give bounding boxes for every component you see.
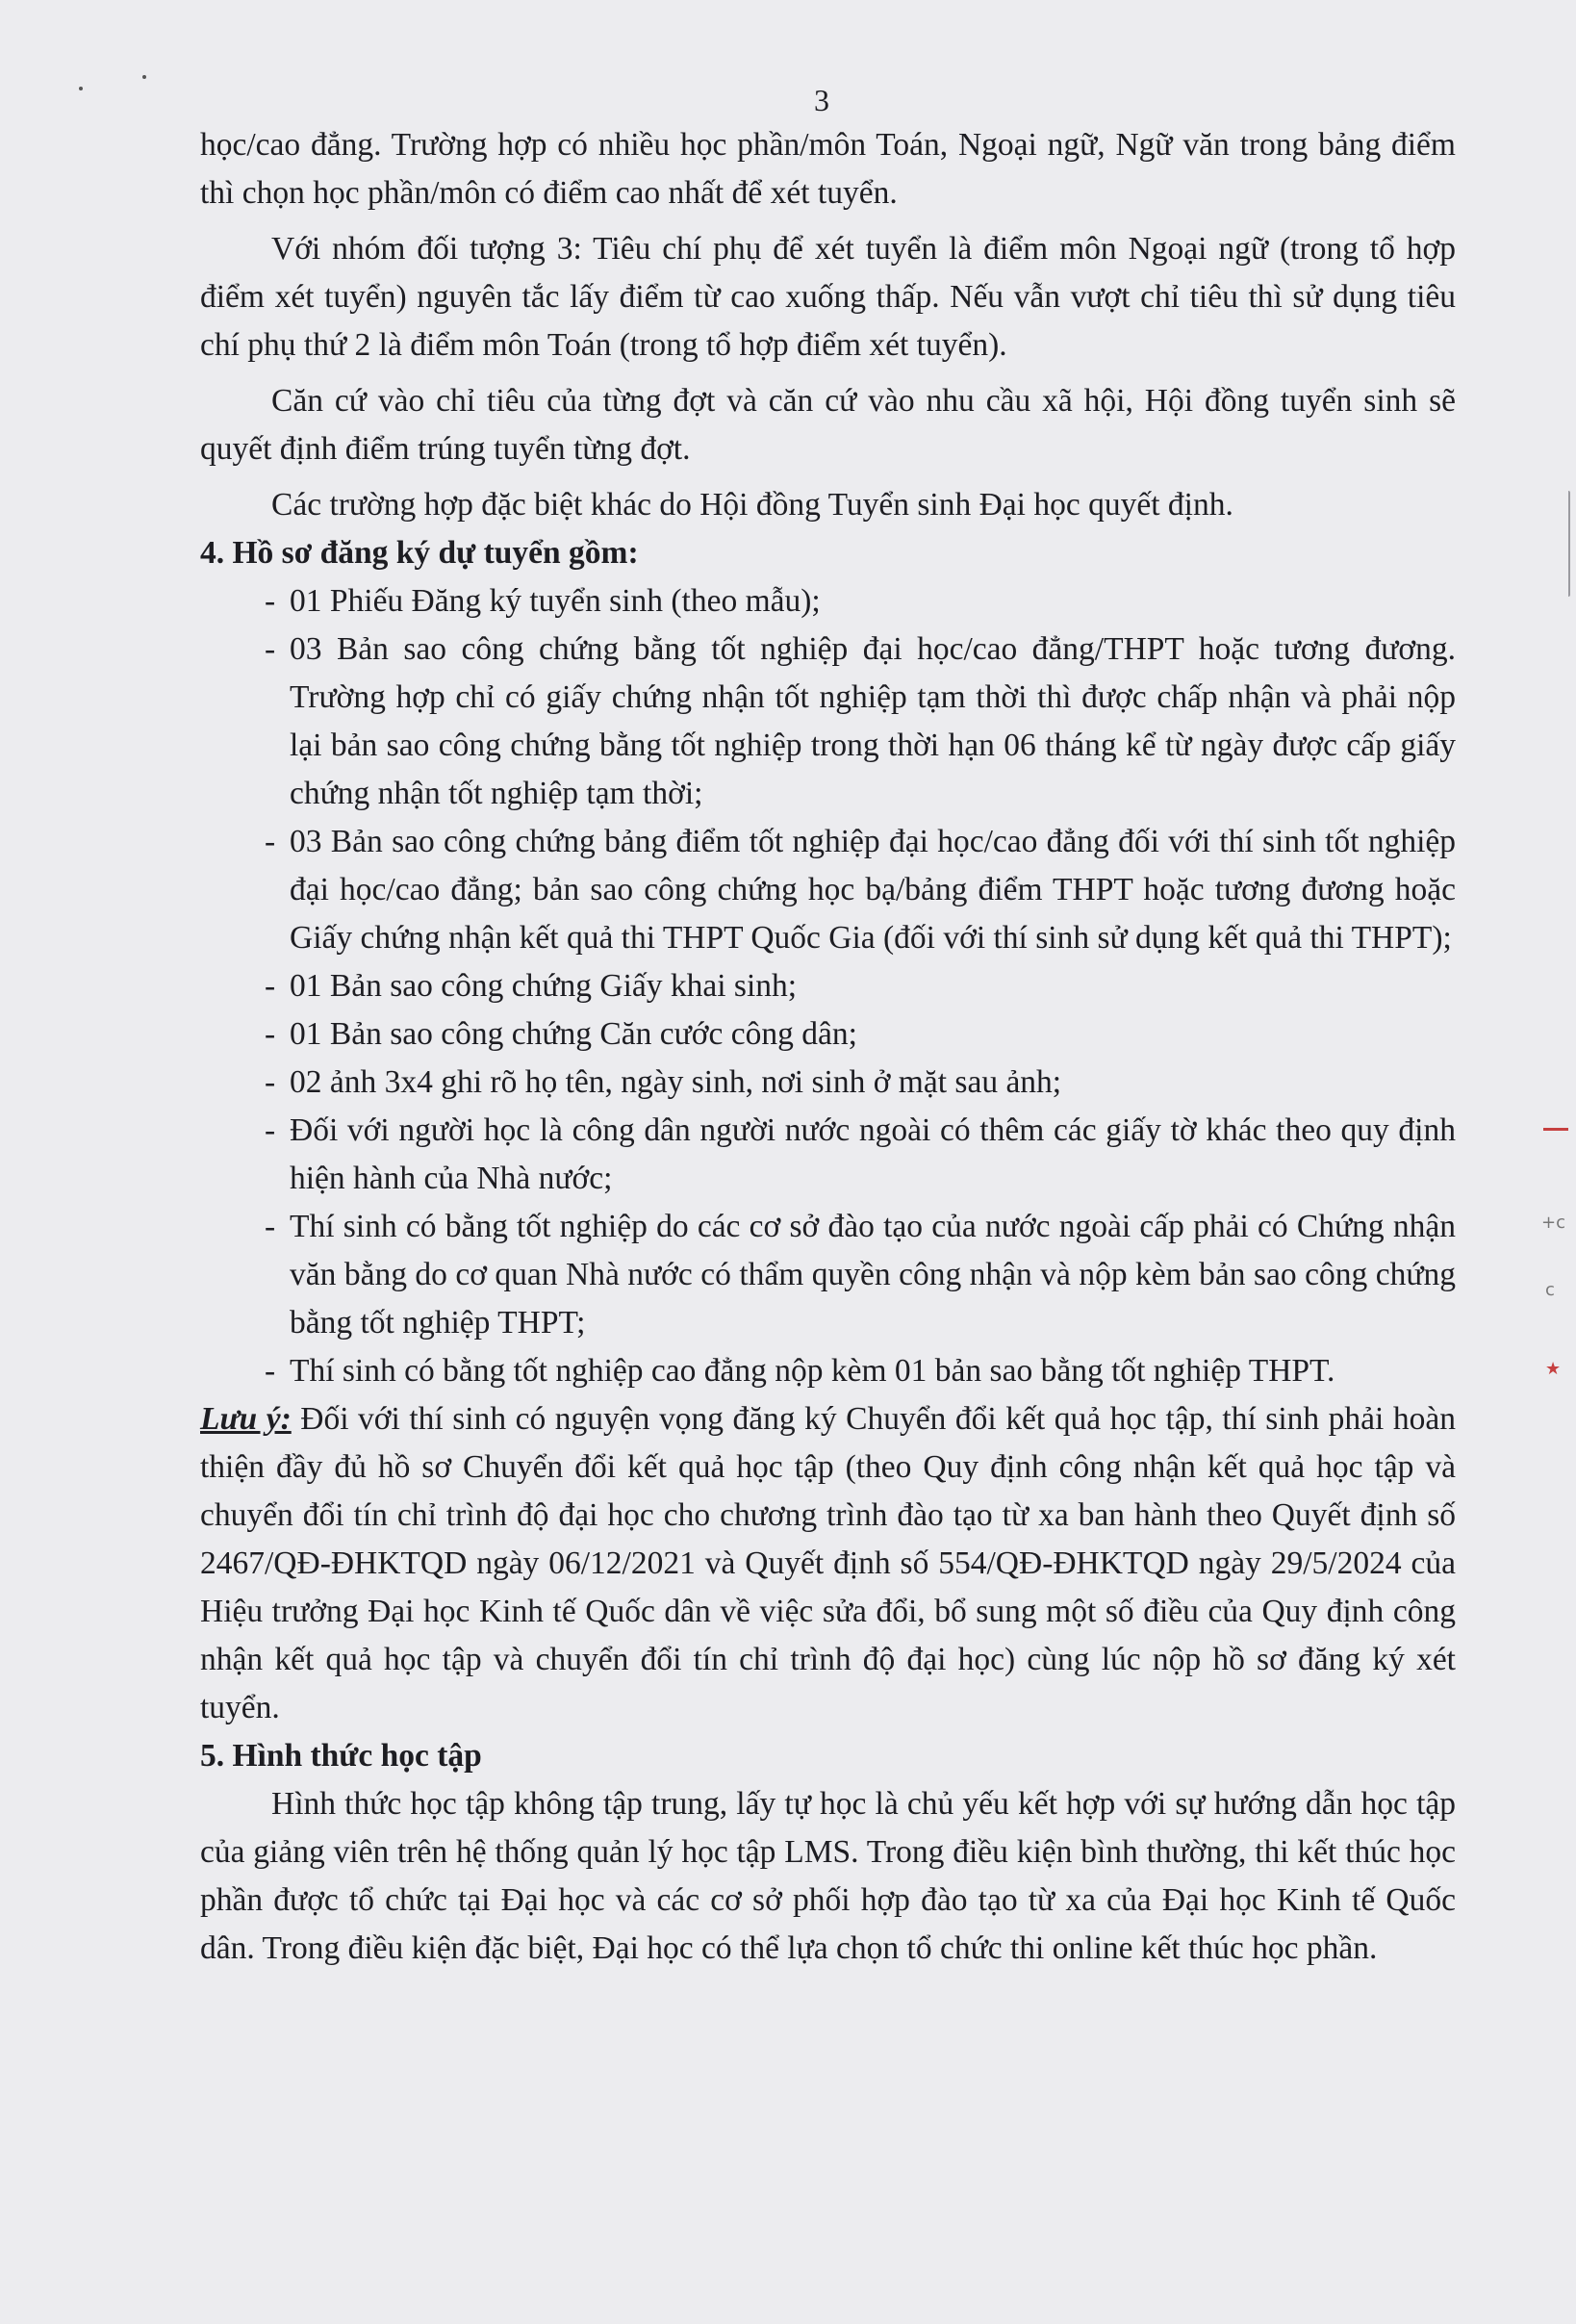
document-body [200, 121, 1456, 1973]
margin-stamp-fragments [1538, 1107, 1576, 1415]
section-heading: 4. Hồ sơ đăng ký dự tuyển gồm: [200, 535, 639, 571]
list-item: - Đối với người học là công dân người nước ngoài có thêm các giấy tờ khác theo quy định hiện hành của Nhà nước; [265, 1107, 1456, 1203]
list-item: - Thí sinh có bằng tốt nghiệp do các cơ sở đào tạo của nước ngoài cấp phải có Chứng nhận văn bằng do cơ quan Nhà nước có thẩm quyền công nhận và nộp kèm bản sao công chứng bằng tốt nghiệp THPT; [265, 1203, 1456, 1347]
paragraph: Hình thức học tập không tập trung, lấy tự học là chủ yếu kết hợp với sự hướng dẫn học tập của giảng viên trên hệ thống quản lý học tập LMS. Trong điều kiện bình thường, thi kết thúc học phần được tổ chức tại Đại học và các cơ sở phối hợp đào tạo từ xa của Đại học Kinh tế Quốc dân. Trong điều kiện đặc biệt, Đại học có thể lựa chọn tổ chức thi online kết thúc học phần. [200, 1786, 1456, 1966]
margin-mark: +c [1541, 1213, 1565, 1233]
paragraph: Với nhóm đối tượng 3: Tiêu chí phụ để xét tuyển là điểm môn Ngoại ngữ (trong tổ hợp điểm xét tuyển) nguyên tắc lấy điểm từ cao xuống thấp. Nếu vẫn vượt chỉ tiêu thì sử dụng tiêu chí phụ thứ 2 là điểm môn Toán (trong tổ hợp điểm xét tuyển). [200, 231, 1456, 363]
list-item: - 03 Bản sao công chứng bảng điểm tốt nghiệp đại học/cao đẳng đối với thí sinh tốt nghiệp đại học/cao đẳng; bản sao công chứng học bạ/bảng điểm THPT hoặc tương đương hoặc Giấy chứng nhận kết quả thi THPT Quốc Gia (đối với thí sinh sử dụng kết quả thi THPT); [265, 818, 1456, 962]
note-paragraph [200, 1395, 1456, 1732]
list-item: - 03 Bản sao công chứng bằng tốt nghiệp đại học/cao đẳng/THPT hoặc tương đương. Trường hợp chỉ có giấy chứng nhận tốt nghiệp tạm thời thì được chấp nhận và phải nộp lại bản sao công chứng bằng tốt nghiệp trong thời hạn 06 tháng kể từ ngày được cấp giấy chứng nhận tốt nghiệp tạm thời; [265, 626, 1456, 818]
margin-mark: c [1545, 1280, 1555, 1300]
scan-speck [142, 75, 146, 79]
red-dash-mark [1543, 1128, 1568, 1131]
paragraph: Các trường hợp đặc biệt khác do Hội đồng Tuyển sinh Đại học quyết định. [271, 487, 1233, 523]
paragraph: học/cao đẳng. Trường hợp có nhiều học phần/môn Toán, Ngoại ngữ, Ngữ văn trong bảng điểm thì chọn học phần/môn có điểm cao nhất để xét tuyển. [200, 127, 1456, 211]
page-number: 3 [814, 83, 829, 117]
list-item: - 01 Bản sao công chứng Giấy khai sinh; [265, 962, 1456, 1010]
list-item: - 01 Bản sao công chứng Căn cước công dân; [265, 1010, 1456, 1059]
note-label: Lưu ý: [200, 1401, 292, 1437]
star-icon: ★ [1545, 1359, 1562, 1379]
list-item: - 01 Phiếu Đăng ký tuyển sinh (theo mẫu); [265, 577, 1456, 626]
document-list [200, 577, 1456, 1395]
page-edge-mark [1568, 491, 1570, 597]
note-text: Đối với thí sinh có nguyện vọng đăng ký Chuyển đổi kết quả học tập, thí sinh phải hoàn thiện đầy đủ hồ sơ Chuyển đổi kết quả học tập (theo Quy định công nhận kết quả học tập và chuyển đổi tín chỉ trình độ đại học cho chương trình đào tạo từ xa ban hành theo Quyết định số 2467/QĐ-ĐHKTQD ngày 06/12/2021 và Quyết định số 554/QĐ-ĐHKTQD ngày 29/5/2024 của Hiệu trưởng Đại học Kinh tế Quốc dân về việc sửa đổi, bổ sung một số điều của Quy định công nhận kết quả học tập và chuyển đổi tín chỉ trình độ đại học) cùng lúc nộp hồ sơ đăng ký xét tuyển. [200, 1401, 1456, 1725]
list-item: - 02 ảnh 3x4 ghi rõ họ tên, ngày sinh, nơi sinh ở mặt sau ảnh; [265, 1059, 1456, 1107]
list-item: - Thí sinh có bằng tốt nghiệp cao đẳng nộp kèm 01 bản sao bằng tốt nghiệp THPT. [265, 1347, 1456, 1395]
section-heading: 5. Hình thức học tập [200, 1738, 482, 1774]
paragraph: Căn cứ vào chỉ tiêu của từng đợt và căn cứ vào nhu cầu xã hội, Hội đồng tuyển sinh sẽ quyết định điểm trúng tuyển từng đợt. [200, 383, 1456, 467]
